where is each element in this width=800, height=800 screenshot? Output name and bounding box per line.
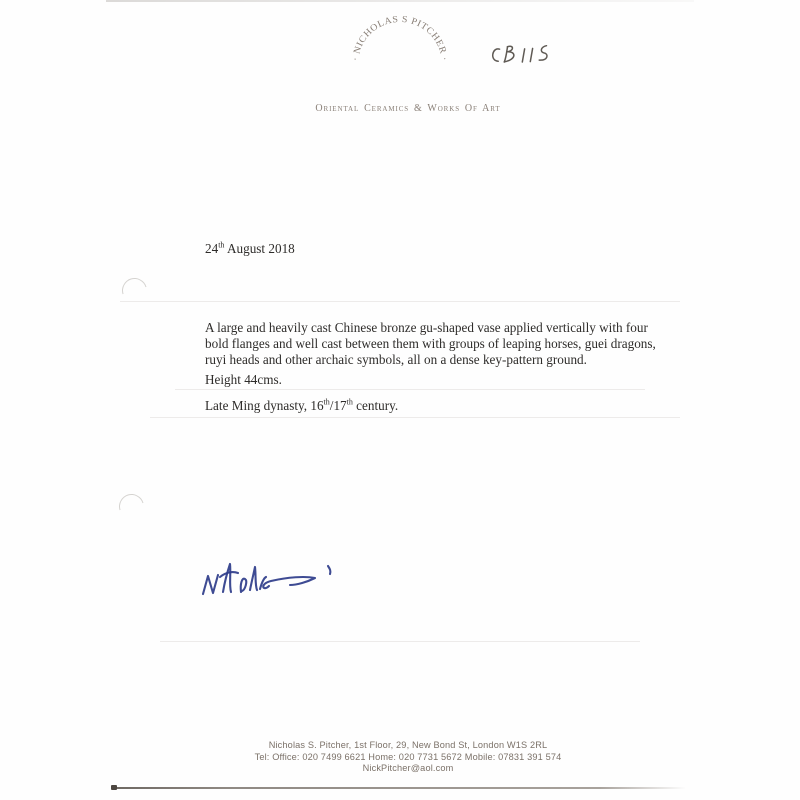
scan-streak <box>150 417 680 418</box>
era-prefix: Late Ming dynasty, 16 <box>205 398 324 413</box>
height-statement: Height 44cms. <box>205 372 282 387</box>
description-line-2: bold flanges and well cast between them with groups of leaping horses, guei dragons, <box>205 336 656 352</box>
footer-email: NickPitcher@aol.com <box>362 763 454 774</box>
svg-text:· NICHOLAS S PITCHER · <box>351 15 449 62</box>
footer-phones: Tel: Office: 020 7499 6621 Home: 020 7731 5672 Mobile: 07831 391 574 <box>254 751 562 762</box>
item-description-paragraph <box>205 320 656 369</box>
letter-date <box>205 241 295 257</box>
date-ordinal: th <box>218 240 225 250</box>
handwritten-reference-code <box>486 38 558 74</box>
era-suffix: century. <box>352 398 399 413</box>
description-line-3: ruyi heads and other archaic symbols, all on a dense key-pattern ground. <box>205 352 587 368</box>
hole-punch-mark <box>115 490 149 524</box>
scan-streak <box>175 389 645 390</box>
scan-top-edge <box>106 0 694 2</box>
letterhead-name-arc-text: · NICHOLAS S PITCHER · <box>351 14 449 62</box>
handwritten-signature <box>193 552 351 608</box>
letterhead-subtitle: Oriental Ceramics & Works Of Art <box>315 103 501 114</box>
date-month-year: August 2018 <box>224 241 295 256</box>
description-line-1: A large and heavily cast Chinese bronze gu-shaped vase applied vertically with four <box>205 320 648 335</box>
era-sup-2: th <box>346 397 353 407</box>
hole-punch-mark <box>118 274 152 308</box>
footer-contact-block <box>0 740 800 775</box>
era-mid: /17 <box>329 398 347 413</box>
footer-address: Nicholas S. Pitcher, 1st Floor, 29, New Bond St, London W1S 2RL <box>268 740 548 750</box>
letterhead-arc-logo <box>348 6 452 72</box>
date-day: 24 <box>205 241 219 256</box>
scan-bottom-edge <box>112 787 686 789</box>
era-statement <box>205 398 398 414</box>
scan-streak <box>160 641 640 642</box>
era-sup-1: th <box>323 397 330 407</box>
scan-bottom-edge-nub <box>111 785 117 790</box>
scan-streak <box>120 301 680 302</box>
